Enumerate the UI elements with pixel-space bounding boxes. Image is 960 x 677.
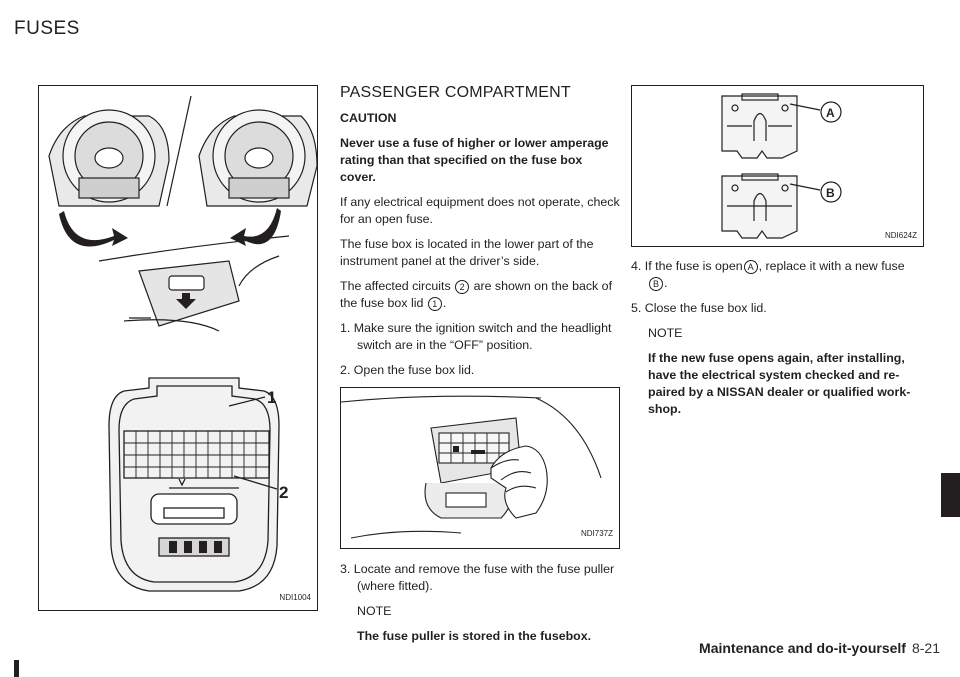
column-right bbox=[631, 258, 924, 426]
step-list bbox=[340, 320, 620, 379]
list-item: 4. If the fuse is open A , replace it with a new fuse B . bbox=[631, 259, 905, 290]
fuse-comparison-drawing bbox=[632, 86, 925, 248]
page-number: 8-21 bbox=[911, 640, 940, 656]
callout-b: B bbox=[826, 186, 835, 200]
ref-badge: B bbox=[649, 277, 663, 291]
list-item: 3. Locate and remove the fuse with the fuse puller (where fitted). bbox=[340, 562, 615, 593]
paragraph-circuits: The affected circuits 2 are shown on the back of the fuse box lid 1 . bbox=[340, 279, 613, 310]
list-item: 5. Close the fuse box lid. bbox=[631, 301, 767, 315]
note-text: If the new fuse opens again, after installing, have the electrical system checked and re-paired by a NISSAN dealer or qualified work-shop. bbox=[648, 351, 911, 416]
note-block bbox=[340, 603, 620, 645]
caution-text: Never use a fuse of higher or lower amperage rating than that specified on the fuse box cover. bbox=[340, 136, 609, 184]
ref-badge: 2 bbox=[455, 280, 469, 294]
paragraph: If any electrical equipment does not operate, check for an open fuse. bbox=[340, 195, 620, 226]
footer-section: Maintenance and do-it-yourself bbox=[699, 640, 906, 656]
chapter-tab-marker bbox=[941, 473, 960, 517]
figure-code: NDI737Z bbox=[580, 529, 613, 538]
step-list bbox=[340, 561, 620, 595]
note-heading: NOTE bbox=[357, 604, 392, 618]
ref-badge: A bbox=[744, 260, 758, 274]
note-text: The fuse puller is stored in the fusebox. bbox=[357, 629, 592, 643]
open-fuse-box-drawing bbox=[341, 388, 621, 550]
callout-2: 2 bbox=[279, 483, 289, 502]
list-item: 1. Make sure the ignition switch and the headlight switch are in the “OFF” position. bbox=[340, 321, 612, 352]
caution-heading: CAUTION bbox=[340, 111, 397, 125]
callout-1: 1 bbox=[267, 388, 277, 407]
ref-badge: 1 bbox=[428, 297, 442, 311]
note-heading: NOTE bbox=[648, 326, 683, 340]
figure-code: NDI624Z bbox=[884, 231, 917, 240]
section-title: PASSENGER COMPARTMENT bbox=[340, 84, 571, 101]
figure-fuse-comparison bbox=[631, 85, 924, 247]
column-middle bbox=[340, 84, 620, 653]
paragraph: The fuse box is located in the lower part of the instrument panel at the driver’s side. bbox=[340, 237, 594, 268]
page-footer bbox=[699, 640, 940, 656]
figure-code: NDI1004 bbox=[279, 593, 311, 602]
list-item: 2. Open the fuse box lid. bbox=[340, 363, 475, 377]
note-block bbox=[631, 325, 924, 418]
fuse-box-location-drawing bbox=[39, 86, 319, 612]
crop-mark bbox=[14, 660, 19, 677]
figure-open-fuse-box bbox=[340, 387, 620, 549]
figure-fuse-box-location bbox=[38, 85, 318, 611]
callout-a: A bbox=[826, 106, 835, 120]
step-list bbox=[631, 258, 924, 317]
page-header-title: FUSES bbox=[14, 18, 80, 39]
